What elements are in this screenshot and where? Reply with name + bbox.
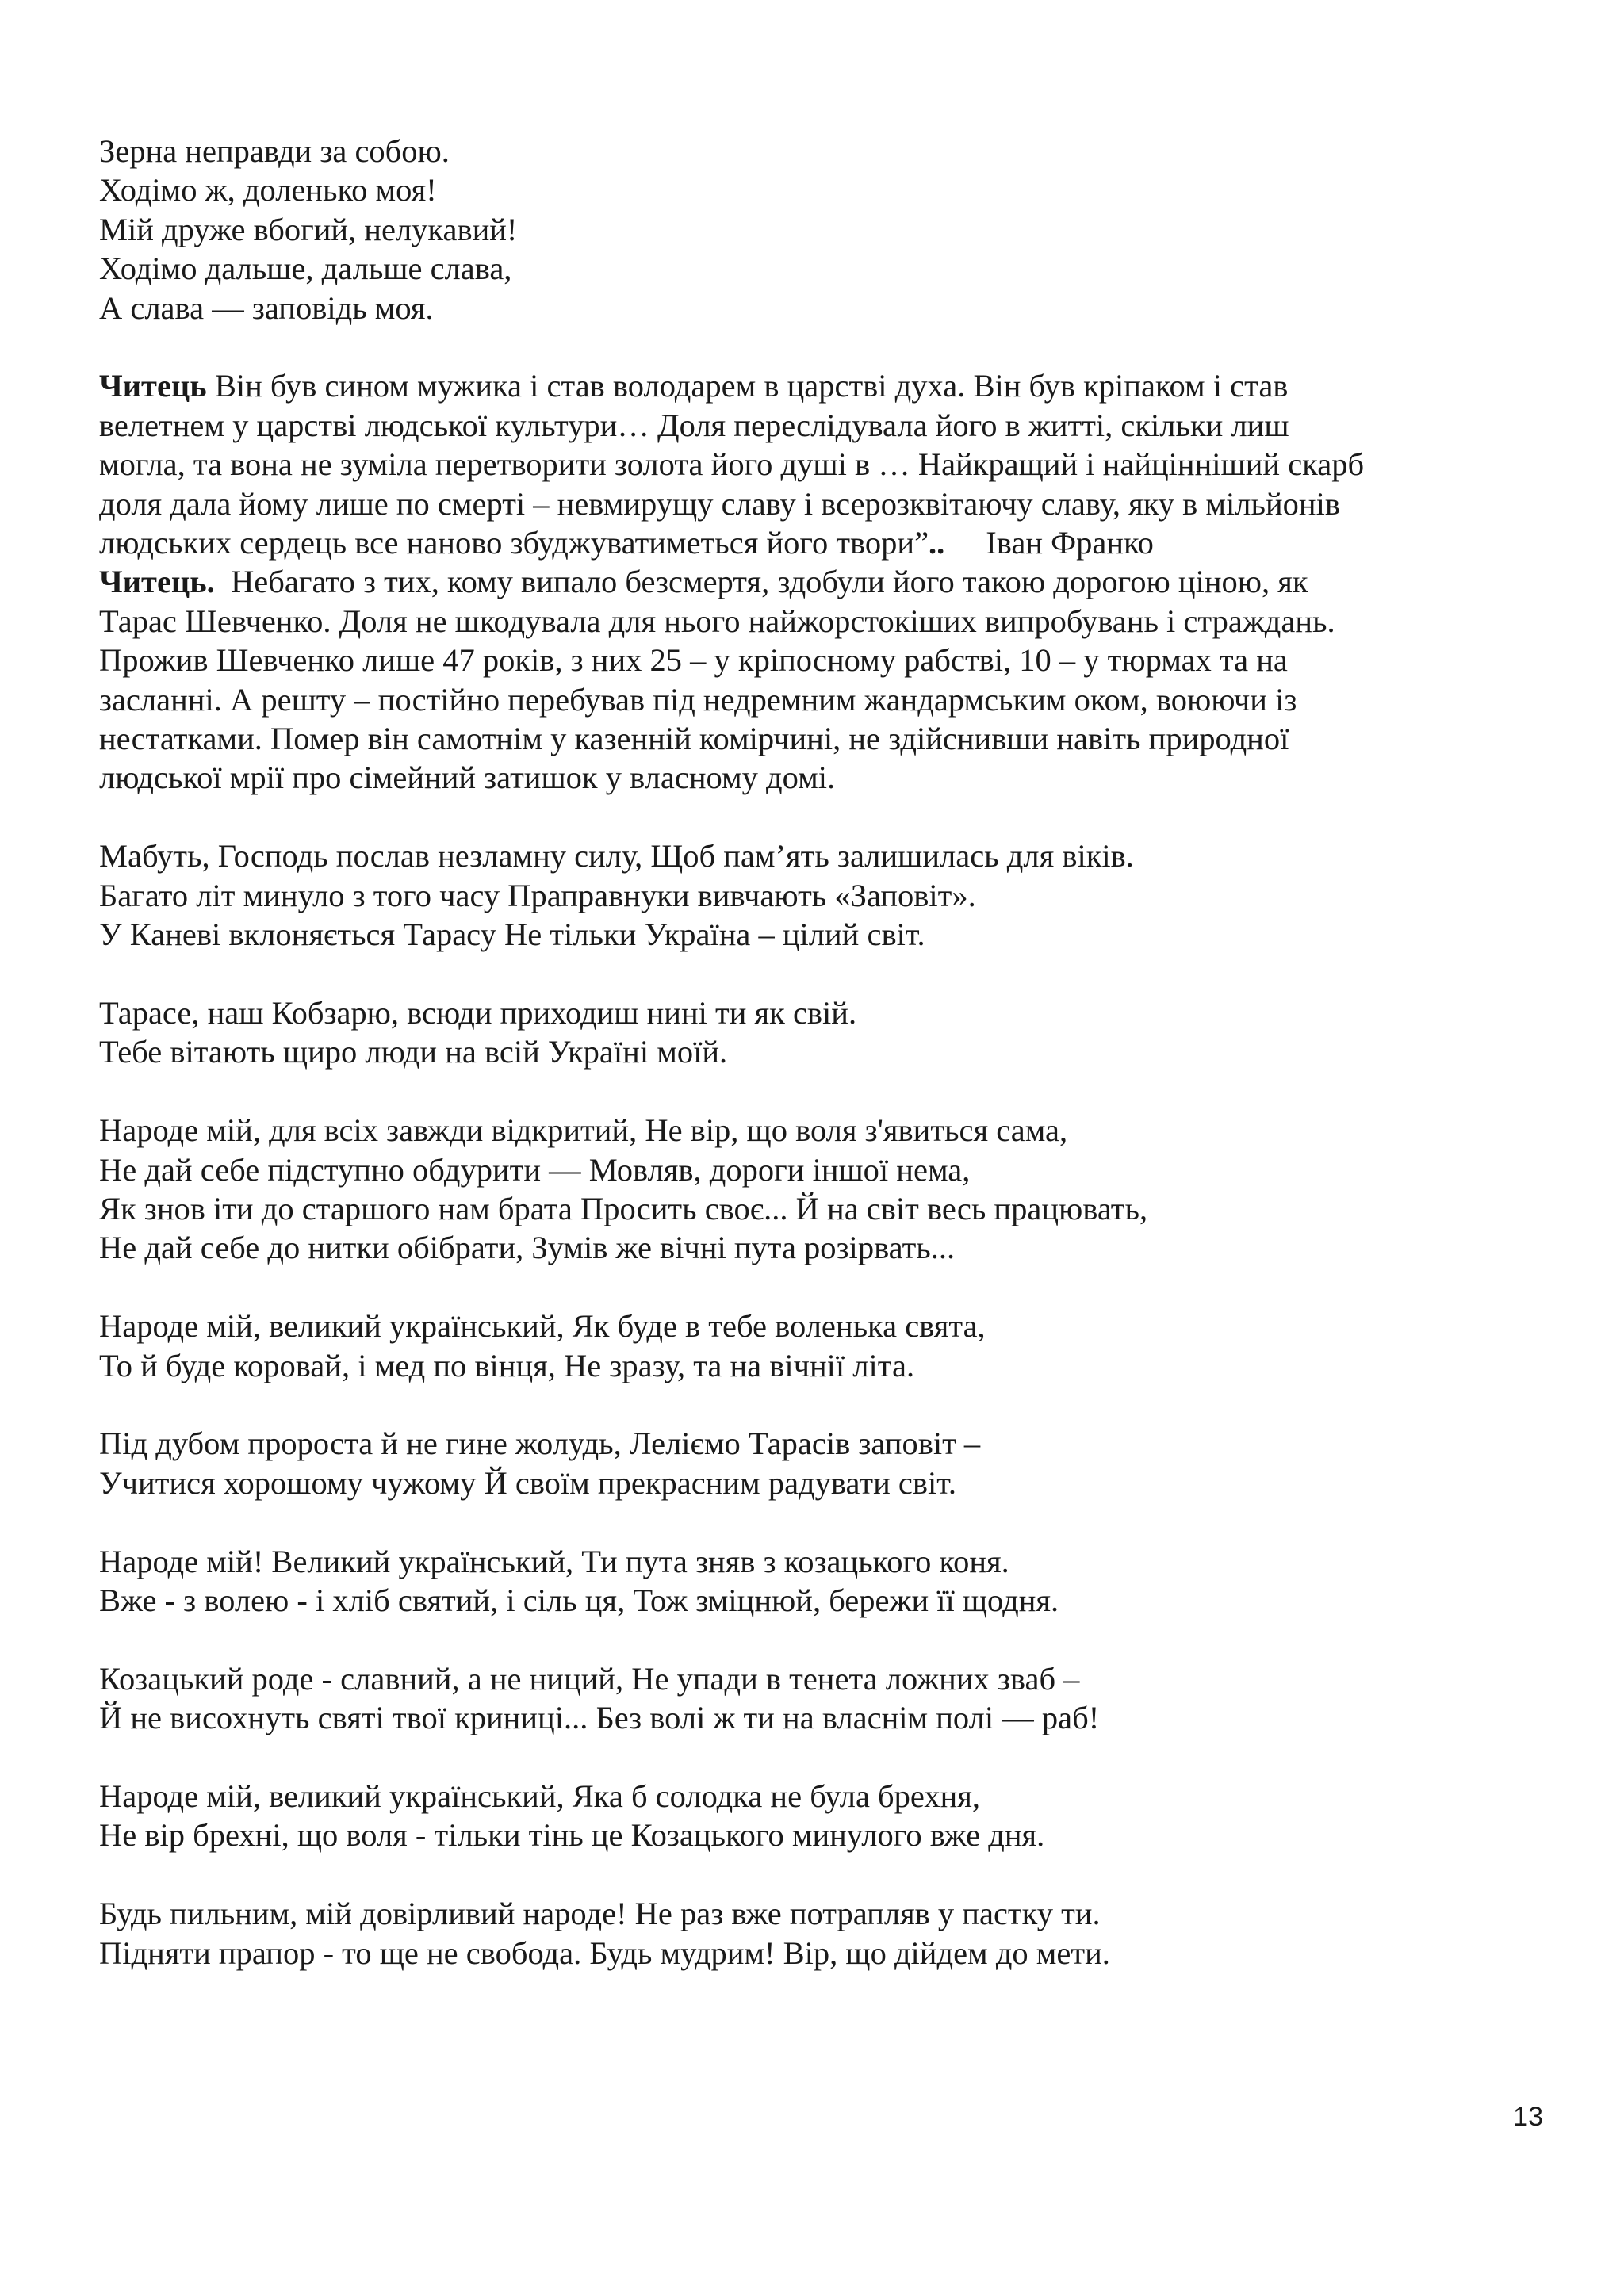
stanza-line: Не дай себе до нитки обібрати, Зумів же вічні пута розірвать... (99, 1230, 956, 1266)
reader-paragraph-2 (99, 562, 1526, 797)
stanza-line: Тебе вітають щиро люди на всій Україні моїй. (99, 1034, 728, 1070)
paragraph-gap (99, 327, 1526, 366)
stanza-line: Мабуть, Господь послав незламну силу, Щоб пам’ять залишилась для віків. (99, 838, 1134, 874)
stanza-line: Народе мій, великий український, Яка б солодка не була брехня, (99, 1777, 981, 1814)
stanza-line: Будь пильним, мій довірливий народе! Не раз вже потрапляв у пастку ти. (99, 1896, 1101, 1932)
paragraph-text: Небагато з тих, кому випало безсмертя, здобули його такою дорогою ціною, як (214, 564, 1308, 600)
quote-author: Іван Франко (986, 525, 1154, 561)
stanza-line: Народе мій, для всіх завжди відкритий, Не вір, що воля з'явиться сама, (99, 1112, 1068, 1149)
stanza-gap (99, 1268, 1526, 1307)
stanza-line: Як знов іти до старшого нам брата Просить своє... Й на світ весь працювать, (99, 1190, 1148, 1226)
reader-paragraph-1 (99, 366, 1526, 562)
stanza-line: Козацький роде - славний, а не ниций, Не упади в тенета ложних зваб – (99, 1660, 1080, 1697)
stanza-line: То й буде коровай, і мед по вінця, Не зразу, та на вічнії літа. (99, 1347, 915, 1383)
poem-line: Ходімо дальше, дальше слава, (99, 251, 512, 287)
stanza-gap (99, 1072, 1526, 1111)
stanza (99, 1659, 1526, 1738)
paragraph-line: доля дала йому лише по смерті – невмирущу славу і всерозквітаючу славу, яку в мільйонів (99, 485, 1340, 522)
stanza-line: Не дай себе підступно обдурити — Мовляв, дороги іншої нема, (99, 1151, 971, 1188)
stanza-gap (99, 1738, 1526, 1777)
paragraph-text: Він був сином мужика і став володарем в царстві духа. Він був кріпаком і став (206, 368, 1289, 404)
stanza-gap (99, 1855, 1526, 1894)
stanza (99, 1424, 1526, 1502)
stanza (99, 1894, 1526, 1973)
paragraph-line (99, 366, 1526, 405)
document-page (99, 132, 1526, 1973)
stanza-line: У Каневі вклоняється Тарасу Не тільки Україна – цілий світ. (99, 916, 925, 953)
stanza (99, 1542, 1526, 1621)
stanza-line: Народе мій! Великий український, Ти пута зняв з козацького коня. (99, 1543, 1009, 1579)
stanza (99, 836, 1526, 954)
stanza (99, 1307, 1526, 1385)
poem-line: Мій друже вбогий, нелукавий! (99, 211, 518, 247)
paragraph-line: людської мрії про сімейний затишок у власному домі. (99, 760, 836, 796)
stanza-gap (99, 955, 1526, 993)
page-number: 13 (1513, 2102, 1543, 2132)
stanza-line: Народе мій, великий український, Як буде в тебе воленька свята, (99, 1308, 986, 1345)
poem-line: А слава — заповідь моя. (99, 289, 434, 326)
paragraph-line (99, 523, 1526, 562)
paragraph-line: Тарас Шевченко. Доля не шкодувала для нього найжорстокіших випробувань і страждань. (99, 603, 1335, 639)
stanza-gap (99, 1385, 1526, 1424)
paragraph-line: нестатками. Помер він самотнім у казенній комірчині, не здійснивши навіть природної (99, 721, 1289, 757)
stanza-line: Багато літ минуло з того часу Праправнуки вивчають «Заповіт». (99, 877, 976, 913)
stanza-gap (99, 1502, 1526, 1541)
poem-line: Зерна неправди за собою. (99, 133, 450, 169)
paragraph-line: могла, та вона не зуміла перетворити золота його душі в … Найкращий і найцінніший скарб (99, 446, 1365, 483)
poem-line: Ходімо ж, доленько моя! (99, 172, 437, 209)
stanza-line: Вже - з волею - і хліб святий, і сіль ця, Тож зміцнюй, бережи її щодня. (99, 1582, 1059, 1618)
speaker-label: Читець. (99, 564, 215, 600)
stanza-line: Не вір брехні, що воля - тільки тінь це Козацького минулого вже дня. (99, 1817, 1045, 1854)
stanza-line: Тарасе, наш Кобзарю, всюди приходиш нині ти як свій. (99, 994, 857, 1031)
paragraph-line (99, 562, 1526, 601)
paragraph-line: велетнем у царстві людської культури… Доля переслідувала його в житті, скільки лиш (99, 407, 1289, 443)
stanza-gap (99, 1620, 1526, 1659)
stanza (99, 993, 1526, 1072)
paragraph-text: людських сердець все наново збуджуватиметься його твори” (99, 525, 929, 561)
poem-opening (99, 132, 1526, 327)
stanza-line: Й не висохнуть святі твої криниці... Без волі ж ти на власнім полі — раб! (99, 1700, 1100, 1736)
stanza-line: Учитися хорошому чужому Й своїм прекрасним радувати світ. (99, 1464, 957, 1501)
speaker-label: Читець (99, 368, 207, 404)
stanza-line: Підняти прапор - то ще не свобода. Будь мудрим! Вір, що дійдем до мети. (99, 1934, 1110, 1971)
paragraph-line: засланні. А решту – постійно перебував під недремним жандармським оком, воюючи із (99, 681, 1297, 718)
paragraph-line: Прожив Шевченко лише 47 років, з них 25 – у кріпосному рабстві, 10 – у тюрмах та на (99, 642, 1288, 679)
stanza-line: Під дубом пророста й не гине жолудь, Леліємо Тарасів заповіт – (99, 1425, 981, 1462)
paragraph-gap (99, 798, 1526, 836)
stanza (99, 1777, 1526, 1855)
closing-dots: .. (929, 525, 945, 561)
stanza (99, 1111, 1526, 1268)
